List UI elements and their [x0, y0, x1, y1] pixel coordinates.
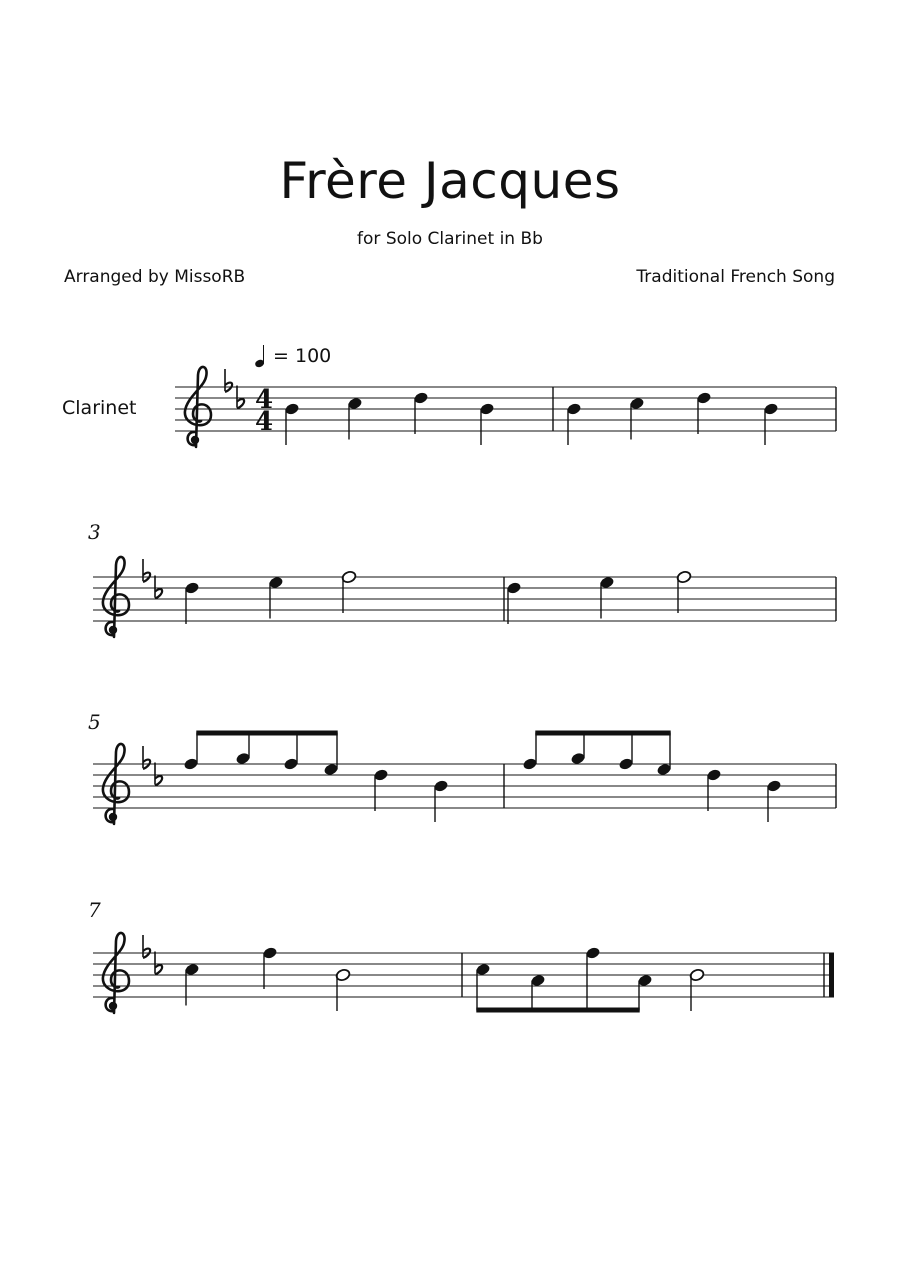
clef-tail-dot	[109, 626, 117, 634]
treble-clef-icon	[185, 367, 211, 447]
flat-bowl	[155, 589, 162, 598]
clef-stroke	[103, 933, 129, 1013]
clef-stroke	[185, 367, 211, 447]
treble-clef-icon	[103, 557, 129, 637]
measure-number: 5	[88, 710, 101, 734]
flat-bowl	[237, 399, 244, 408]
time-signature	[255, 385, 273, 437]
time-sig-denominator: 4	[254, 407, 274, 437]
flat-bowl	[155, 776, 162, 785]
score-subtitle: for Solo Clarinet in Bb	[357, 229, 543, 249]
score-title: Frère Jacques	[279, 152, 621, 210]
treble-clef-icon	[103, 744, 129, 824]
arranger-credit: Arranged by MissoRB	[64, 267, 246, 287]
flat-icon	[237, 386, 244, 409]
flat-icon	[143, 935, 150, 958]
instrument-name: Clarinet	[62, 397, 137, 419]
measure-number: 7	[88, 898, 101, 922]
flat-icon	[155, 576, 162, 599]
flat-icon	[155, 952, 162, 975]
clef-stroke	[103, 744, 129, 824]
clef-stroke	[103, 557, 129, 637]
clef-tail-dot	[109, 813, 117, 821]
flat-icon	[225, 369, 232, 392]
measure-number: 3	[88, 520, 101, 544]
tempo-text: = 100	[273, 345, 332, 367]
final-barline-thick	[829, 953, 834, 997]
eighth-beam	[535, 731, 670, 736]
composer-credit: Traditional French Song	[636, 267, 835, 287]
flat-icon	[143, 746, 150, 769]
treble-clef-icon	[103, 933, 129, 1013]
eighth-beam	[476, 1008, 639, 1013]
clef-tail-dot	[109, 1002, 117, 1010]
flat-icon	[143, 559, 150, 582]
flat-icon	[155, 763, 162, 786]
clef-tail-dot	[191, 436, 199, 444]
eighth-beam	[196, 731, 337, 736]
flat-bowl	[155, 965, 162, 974]
time-sig-numerator: 4	[254, 385, 274, 415]
